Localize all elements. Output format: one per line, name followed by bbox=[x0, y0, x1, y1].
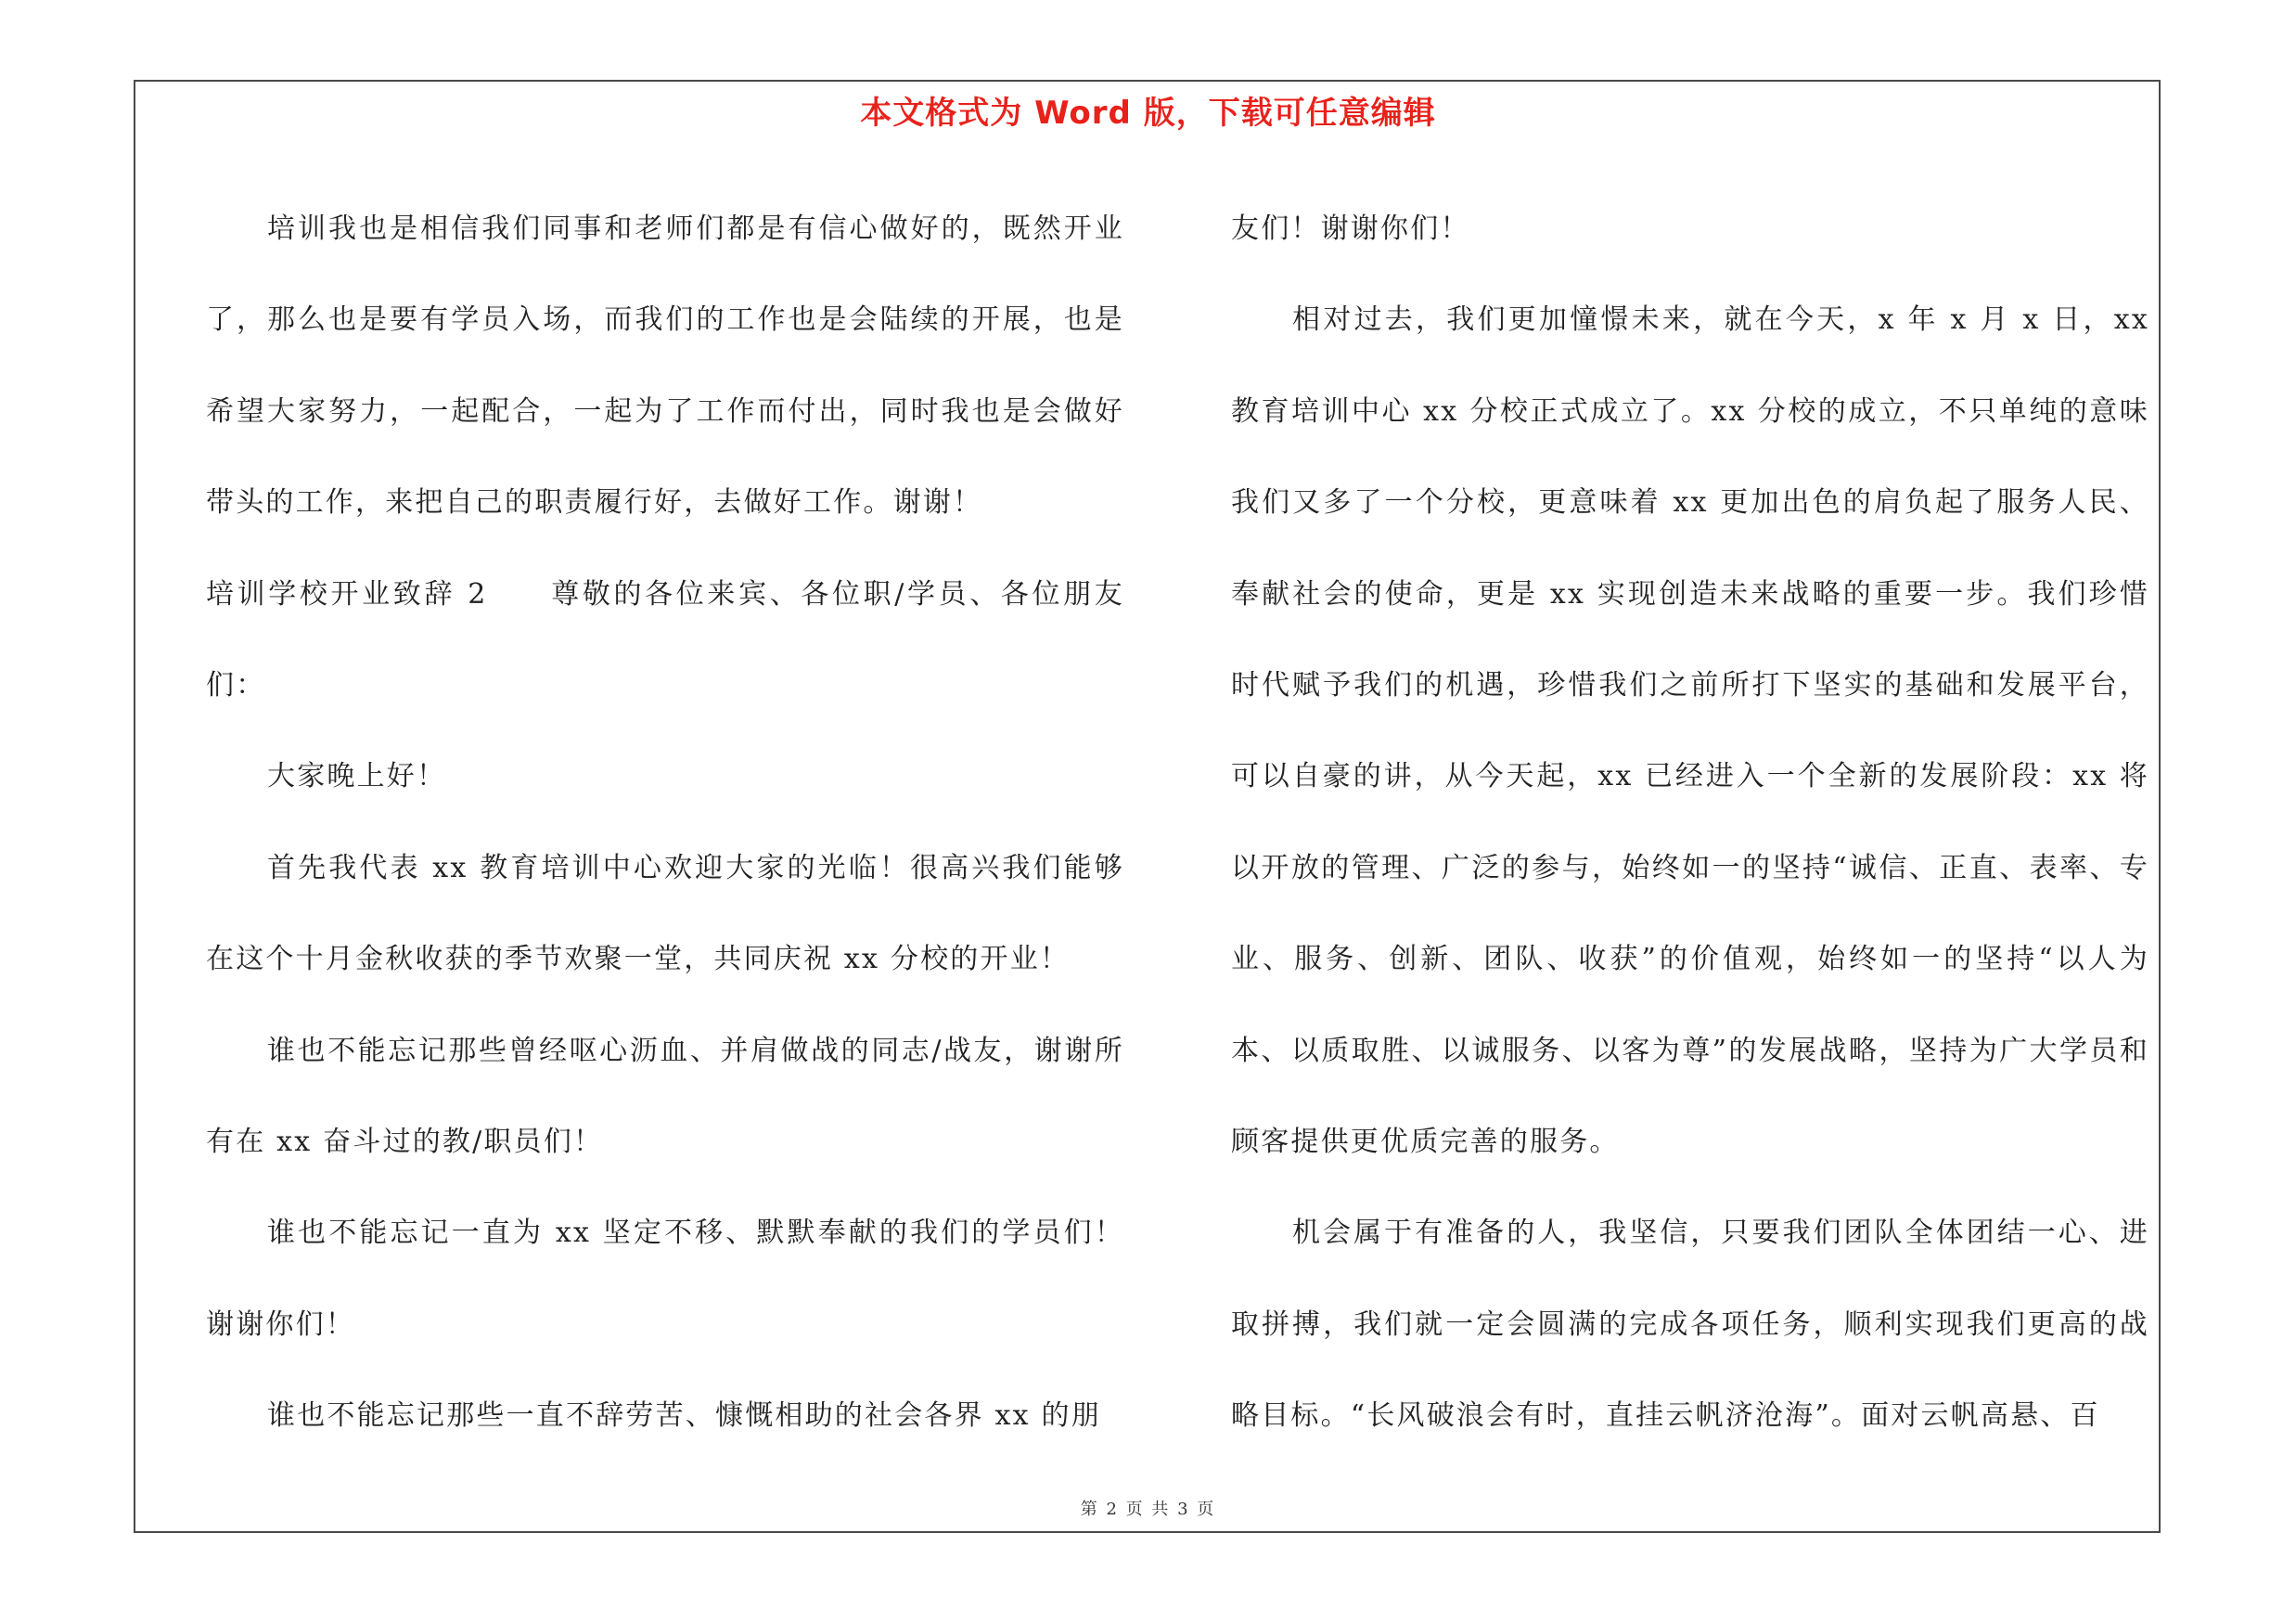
left-text-column bbox=[206, 184, 1124, 1462]
paragraph: 谁也不能忘记那些一直不辞劳苦、慷慨相助的社会各界 xx 的朋 bbox=[267, 1399, 1101, 1433]
format-notice-header: 本文格式为 Word 版，下载可任意编辑 bbox=[860, 95, 1436, 132]
paragraph: 谁也不能忘记一直为 xx 坚定不移、默默奉献的我们的学员们！谢谢你们！ bbox=[206, 1217, 1124, 1341]
paragraph: 谁也不能忘记那些曾经呕心沥血、并肩做战的同志/战友，谢谢所有在 xx 奋斗过的教/职员们！ bbox=[206, 1034, 1124, 1159]
paragraph: 友们！谢谢你们！ bbox=[1231, 213, 1470, 245]
section-heading-paragraph: 培训学校开业致辞 2 尊敬的各位来宾、各位职/学员、各位朋友们： bbox=[206, 577, 1124, 702]
paragraph: 机会属于有准备的人，我坚信，只要我们团队全体团结一心、进取拼搏，我们就一定会圆满的完成各项任务，顺利实现我们更高的战略目标。“长风破浪会有时，直挂云帆济沧海”。面对云帆高悬、百 bbox=[1231, 1217, 2149, 1433]
page-number: 第 2 页 共 3 页 bbox=[1080, 1500, 1216, 1519]
paragraph: 大家晚上好！ bbox=[267, 760, 447, 793]
paragraph: 培训我也是相信我们同事和老师们都是有信心做好的，既然开业了，那么也是要有学员入场，而我们的工作也是会陆续的开展，也是希望大家努力，一起配合，一起为了工作而付出，同时我也是会做好带头的工作，来把自己的职责履行好，去做好工作。谢谢！ bbox=[206, 213, 1124, 520]
right-text-column bbox=[1231, 184, 2149, 1462]
paragraph: 首先我代表 xx 教育培训中心欢迎大家的光临！很高兴我们能够在这个十月金秋收获的季节欢聚一堂，共同庆祝 xx 分校的开业！ bbox=[206, 851, 1124, 976]
paragraph: 相对过去，我们更加憧憬未来，就在今天，x 年 x 月 x 日，xx 教育培训中心 xx 分校正式成立了。xx 分校的成立，不只单纯的意味我们又多了一个分校，更意味着 xx 更加出色的肩负起了服务人民、奉献社会的使命，更是 xx 实现创造未来战略的重要一步。我们珍惜时代赋予我们的机遇，珍惜我们之前所打下坚实的基础和发展平台，可以自豪的讲，从今天起，xx 已经进入一个全新的发展阶段：xx 将以开放的管理、广泛的参与，始终如一的坚持“诚信、正直、表率、专业、服务、创新、团队、收获”的价值观，始终如一的坚持“以人为本、以质取胜、以诚服务、以客为尊”的发展战略，坚持为广大学员和顾客提供更优质完善的服务。 bbox=[1231, 303, 2149, 1159]
